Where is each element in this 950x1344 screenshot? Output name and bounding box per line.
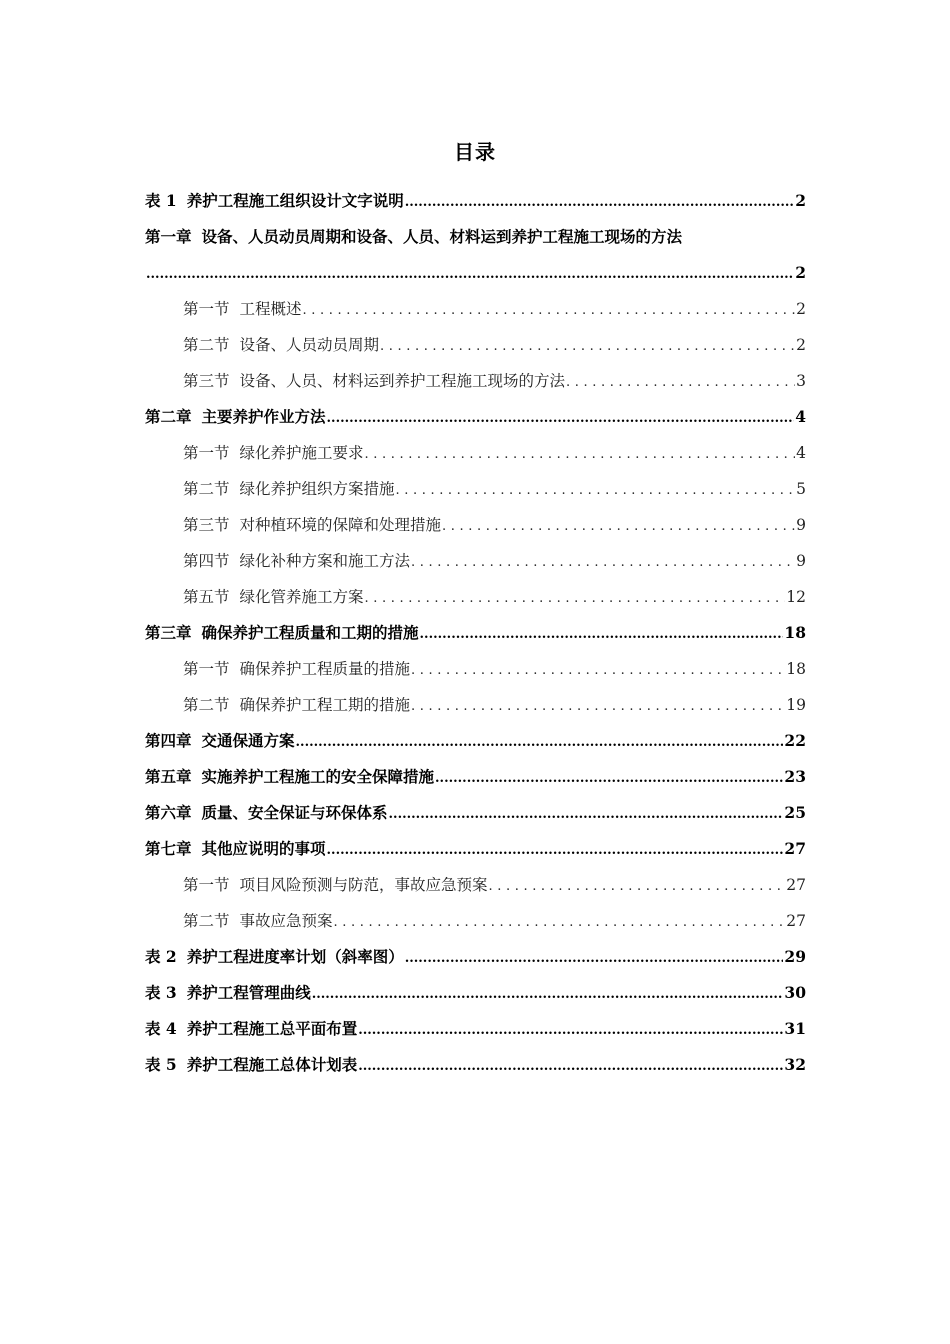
entry-number: 第二节: [183, 912, 230, 930]
page-number: 12: [786, 588, 806, 606]
dot-leader: [411, 690, 785, 722]
entry-text: 养护工程施工总体计划表: [186, 1055, 358, 1074]
toc-entry[interactable]: [0, 798, 950, 834]
entry-text: 设备、人员动员周期: [239, 336, 380, 354]
toc-entry[interactable]: [0, 186, 950, 222]
toc-entry[interactable]: [0, 402, 950, 438]
toc-entry[interactable]: [0, 1050, 950, 1086]
page-number: 27: [786, 876, 806, 894]
page-number: 27: [784, 839, 806, 858]
toc-entry[interactable]: [0, 510, 950, 546]
page-number: 27: [786, 912, 806, 930]
dot-leader: [334, 906, 786, 938]
entry-number: 第二节: [183, 480, 230, 498]
page-number: 22: [784, 731, 806, 750]
dot-leader: [405, 186, 795, 218]
entry-text: 工程概述: [239, 300, 302, 318]
page-number: 4: [796, 444, 806, 462]
entry-number: 第三节: [183, 516, 230, 534]
entry-text: 项目风险预测与防范，事故应急预案: [239, 876, 488, 894]
dot-leader: [389, 798, 784, 830]
toc-entry[interactable]: [0, 978, 950, 1014]
entry-number: 第一章: [145, 227, 192, 246]
entry-text: 对种植环境的保障和处理措施: [239, 516, 442, 534]
entry-text: 交通保通方案: [201, 731, 295, 750]
page-number: 2: [796, 300, 806, 318]
toc-entry[interactable]: [0, 438, 950, 474]
entry-text: 养护工程施工总平面布置: [186, 1019, 358, 1038]
entry-number: 第七章: [145, 839, 192, 858]
entry-text: 绿化管养施工方案: [239, 588, 364, 606]
page-number: 2: [795, 263, 806, 282]
dot-leader: [411, 654, 785, 686]
entry-text: 主要养护作业方法: [201, 407, 326, 426]
page-number: 31: [784, 1019, 806, 1038]
toc-entry[interactable]: [0, 870, 950, 906]
page-number: 2: [796, 336, 806, 354]
page-number: 4: [795, 407, 806, 426]
dot-leader: [365, 582, 786, 614]
dot-leader: [303, 294, 796, 326]
entry-text: 确保养护工程质量的措施: [239, 660, 411, 678]
entry-number: 表 4: [145, 1019, 177, 1038]
entry-text: 绿化补种方案和施工方法: [239, 552, 411, 570]
entry-number: 第一节: [183, 444, 230, 462]
entry-text: 确保养护工程质量和工期的措施: [201, 623, 419, 642]
page-number: 19: [786, 696, 806, 714]
page-number: 2: [795, 191, 806, 210]
dot-leader: [312, 978, 784, 1010]
toc-entry[interactable]: [0, 222, 950, 294]
dot-leader: [405, 942, 784, 974]
entry-number: 第五章: [145, 767, 192, 786]
dot-leader: [420, 618, 784, 650]
toc-entry[interactable]: [0, 906, 950, 942]
toc-entry[interactable]: [0, 942, 950, 978]
toc-entry[interactable]: [0, 762, 950, 798]
entry-number: 第三章: [145, 623, 192, 642]
dot-leader: [489, 870, 786, 902]
toc-entry[interactable]: [0, 834, 950, 870]
dot-leader: [566, 366, 795, 398]
entry-number: 表 5: [145, 1055, 177, 1074]
page-number: 29: [784, 947, 806, 966]
table-of-contents: [0, 186, 950, 1086]
entry-number: 第一节: [183, 876, 230, 894]
toc-title: 目录: [454, 140, 496, 164]
toc-entry[interactable]: [0, 618, 950, 654]
dot-leader: [442, 510, 795, 542]
dot-leader: [296, 726, 784, 758]
page-number: 3: [796, 372, 806, 390]
entry-number: 第四节: [183, 552, 230, 570]
entry-text: 确保养护工程工期的措施: [239, 696, 411, 714]
page-number: 32: [784, 1055, 806, 1074]
entry-text: 绿化养护施工要求: [239, 444, 364, 462]
toc-entry[interactable]: [0, 366, 950, 402]
entry-text: 绿化养护组织方案措施: [239, 480, 395, 498]
toc-entry[interactable]: [0, 690, 950, 726]
toc-entry[interactable]: [0, 546, 950, 582]
toc-entry[interactable]: [0, 582, 950, 618]
toc-entry[interactable]: [0, 294, 950, 330]
page-number: 30: [784, 983, 806, 1002]
page-number: 5: [796, 480, 806, 498]
entry-number: 第四章: [145, 731, 192, 750]
entry-number: 第三节: [183, 372, 230, 390]
dot-leader: [146, 258, 794, 290]
entry-text: 设备、人员动员周期和设备、人员、材料运到养护工程施工现场的方法: [201, 227, 683, 246]
toc-entry[interactable]: [0, 726, 950, 762]
page-number: 25: [784, 803, 806, 822]
entry-text: 事故应急预案: [239, 912, 333, 930]
entry-number: 表 2: [145, 947, 177, 966]
dot-leader: [411, 546, 795, 578]
entry-number: 第五节: [183, 588, 230, 606]
entry-number: 第六章: [145, 803, 192, 822]
toc-entry[interactable]: [0, 654, 950, 690]
entry-text: 其他应说明的事项: [201, 839, 326, 858]
page-number: 18: [786, 660, 806, 678]
dot-leader: [396, 474, 796, 506]
entry-text: 实施养护工程施工的安全保障措施: [201, 767, 435, 786]
dot-leader: [365, 438, 796, 470]
entry-number: 第一节: [183, 300, 230, 318]
toc-entry[interactable]: [0, 1014, 950, 1050]
entry-number: 第一节: [183, 660, 230, 678]
toc-entry[interactable]: [0, 474, 950, 510]
entry-number: 表 1: [145, 191, 177, 210]
entry-text: 养护工程进度率计划（斜率图）: [186, 947, 404, 966]
dot-leader: [327, 402, 795, 434]
page-number: 23: [784, 767, 806, 786]
page-number: 18: [784, 623, 806, 642]
page-number: 9: [796, 516, 806, 534]
toc-entry[interactable]: [0, 330, 950, 366]
dot-leader: [435, 762, 783, 794]
dot-leader: [380, 330, 795, 362]
entry-number: 表 3: [145, 983, 177, 1002]
entry-text: 养护工程管理曲线: [186, 983, 311, 1002]
dot-leader: [327, 834, 784, 866]
page-number: 9: [796, 552, 806, 570]
dot-leader: [358, 1050, 783, 1082]
dot-leader: [358, 1014, 783, 1046]
entry-text: 设备、人员、材料运到养护工程施工现场的方法: [239, 372, 566, 390]
entry-number: 第二节: [183, 336, 230, 354]
entry-number: 第二节: [183, 696, 230, 714]
entry-text: 质量、安全保证与环保体系: [201, 803, 388, 822]
entry-text: 养护工程施工组织设计文字说明: [186, 191, 404, 210]
entry-number: 第二章: [145, 407, 192, 426]
